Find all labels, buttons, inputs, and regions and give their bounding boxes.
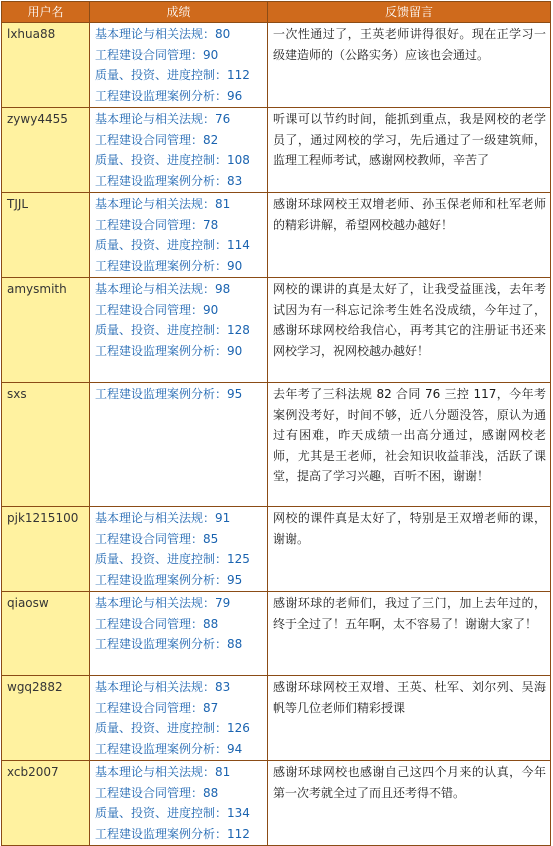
- table-row: [2, 108, 551, 193]
- table-row: [2, 278, 551, 383]
- score-line: 基本理论与相关法规：80: [95, 27, 231, 41]
- score-line: 质量、投资、进度控制：128: [95, 323, 250, 337]
- score-line: 工程建设监理案例分析：94: [95, 741, 243, 756]
- score-line: 工程建设合同管理：90: [95, 47, 219, 62]
- scores-cell: [90, 23, 268, 108]
- score-line: 工程建设监理案例分析：88: [95, 637, 243, 651]
- message-cell: 网校的课讲的真是太好了，让我受益匪浅，去年考试因为有一科忘记涂考生姓名没成绩，今年过了，感谢环球网校给我信心，再考其它的注册证书还来网校学习，祝网校越办越好！: [268, 278, 551, 383]
- score-line: 工程建设监理案例分析：112: [95, 826, 250, 841]
- score-line: 工程建设监理案例分析：95: [95, 572, 243, 587]
- message-cell: 感谢环球网校也感谢自己这四个月来的认真，今年第一次考就全过了而且还考得不错。: [268, 761, 551, 846]
- score-line: 基本理论与相关法规：81: [95, 765, 231, 779]
- feedback-table: [1, 1, 551, 846]
- message-cell: 感谢环球网校王双增老师、孙玉保老师和杜军老师的精彩讲解，希望网校越办越好！: [268, 193, 551, 278]
- message-cell: 听课可以节约时间，能抓到重点，我是网校的老学员了，通过网校的学习，先后通过了一级建筑师，监理工程师考试，感谢网校教师，辛苦了: [268, 108, 551, 193]
- username-cell: zywy4455: [2, 108, 90, 193]
- username-cell: TJJL: [2, 193, 90, 278]
- table-row: [2, 193, 551, 278]
- scores-cell: [90, 278, 268, 383]
- username-cell: sxs: [2, 383, 90, 507]
- score-line: 基本理论与相关法规：76: [95, 112, 231, 126]
- scores-cell: [90, 507, 268, 592]
- score-line: 工程建设合同管理：85: [95, 531, 219, 546]
- table-row: [2, 507, 551, 592]
- table-row: [2, 592, 551, 676]
- scores-cell: [90, 383, 268, 507]
- score-line: 基本理论与相关法规：83: [95, 680, 231, 694]
- score-line: 工程建设合同管理：82: [95, 132, 219, 147]
- message-cell: 去年考了三科法规 82 合同 76 三控 117，今年考案例没考好，时间不够，近八分题没答，原认为通过有困难，昨天成绩一出高分通过，感谢网校老师，尤其是王老师，社会知识收益菲浅，活跃了课堂，提高了学习兴趣，百听不困，谢谢！: [268, 383, 551, 507]
- username-cell: xcb2007: [2, 761, 90, 846]
- score-line: 质量、投资、进度控制：134: [95, 806, 250, 820]
- message-cell: 网校的课件真是太好了，特别是王双增老师的课，谢谢。: [268, 507, 551, 592]
- table-row: [2, 383, 551, 507]
- username-cell: wgq2882: [2, 676, 90, 761]
- score-line: 质量、投资、进度控制：126: [95, 721, 250, 735]
- table-row: [2, 761, 551, 846]
- score-line: 工程建设合同管理：88: [95, 785, 219, 800]
- scores-cell: [90, 193, 268, 278]
- score-line: 工程建设合同管理：78: [95, 217, 219, 232]
- score-line: 基本理论与相关法规：98: [95, 282, 231, 296]
- score-line: 工程建设监理案例分析：90: [95, 343, 243, 358]
- table-row: [2, 23, 551, 108]
- score-line: 质量、投资、进度控制：108: [95, 153, 250, 167]
- header-row: [2, 2, 551, 23]
- score-line: 基本理论与相关法规：79: [95, 596, 231, 610]
- score-line: 基本理论与相关法规：91: [95, 511, 231, 525]
- score-line: 基本理论与相关法规：81: [95, 197, 231, 211]
- message-cell: 一次性通过了，王英老师讲得很好。现在正学习一级建造师的（公路实务）应该也会通过。: [268, 23, 551, 108]
- table-row: [2, 676, 551, 761]
- message-cell: 感谢环球网校王双增、王英、杜军、刘尔列、吴海帆等几位老师们精彩授课: [268, 676, 551, 761]
- score-line: 质量、投资、进度控制：125: [95, 552, 250, 566]
- username-cell: lxhua88: [2, 23, 90, 108]
- scores-cell: [90, 676, 268, 761]
- score-line: 工程建设合同管理：88: [95, 616, 219, 631]
- score-line: 工程建设监理案例分析：90: [95, 258, 243, 273]
- header-message: 反馈留言: [268, 2, 551, 23]
- score-line: 质量、投资、进度控制：114: [95, 238, 250, 252]
- scores-cell: [90, 592, 268, 676]
- score-line: 工程建设监理案例分析：95: [95, 387, 243, 401]
- header-user: 用户名: [2, 2, 90, 23]
- username-cell: qiaosw: [2, 592, 90, 676]
- score-line: 工程建设监理案例分析：83: [95, 173, 243, 188]
- table-body: [2, 23, 551, 846]
- scores-cell: [90, 108, 268, 193]
- username-cell: amysmith: [2, 278, 90, 383]
- score-line: 工程建设合同管理：90: [95, 302, 219, 317]
- message-cell: 感谢环球的老师们，我过了三门，加上去年过的，终于全过了！五年啊，太不容易了！谢谢大家了！: [268, 592, 551, 676]
- username-cell: pjk1215100: [2, 507, 90, 592]
- scores-cell: [90, 761, 268, 846]
- header-score: 成绩: [90, 2, 268, 23]
- score-line: 工程建设监理案例分析：96: [95, 88, 243, 103]
- score-line: 工程建设合同管理：87: [95, 700, 219, 715]
- score-line: 质量、投资、进度控制：112: [95, 68, 250, 82]
